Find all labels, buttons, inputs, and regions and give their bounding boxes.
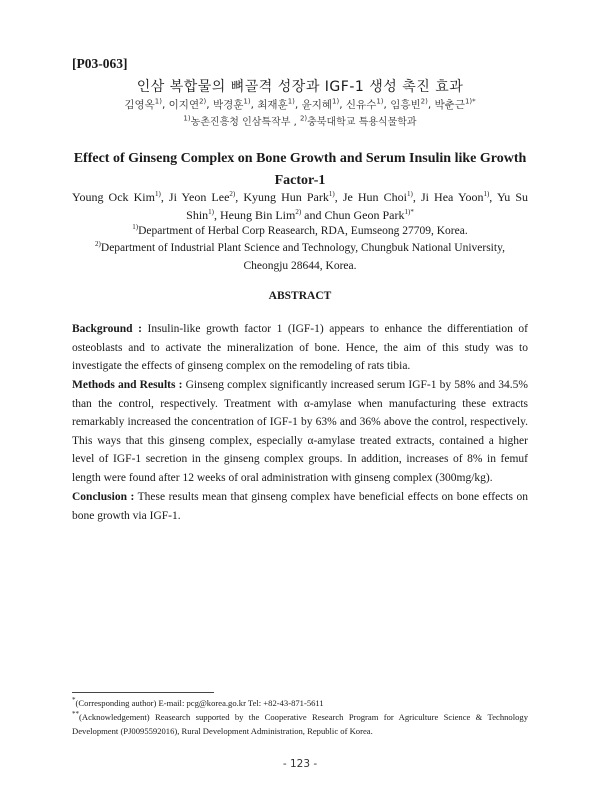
- conclusion-text: These results mean that ginseng complex have beneficial effects on bone effects on bone growth via IGF-1.: [72, 491, 529, 522]
- background-paragraph: [72, 320, 528, 376]
- korean-author-sup: 1): [376, 97, 384, 106]
- english-author-sup: 1): [328, 190, 335, 198]
- english-author: Ji Yeon Lee: [168, 190, 230, 204]
- english-affil-2-text: Department of Industrial Plant Science and Technology, Chungbuk National University, Cheongju 28644, Korea.: [100, 242, 505, 272]
- footnote-corresponding-text: (Corresponding author) E-mail: pcg@korea.go.kr Tel: +82-43-871-5611: [75, 698, 324, 708]
- korean-author: 신유수: [345, 99, 377, 111]
- methods-text: Ginseng complex significantly increased serum IGF-1 by 58% and 34.5% than the control, respectively. Treatment with α-amylase when manufacturing these extracts remarkably increased the concentration of IGF-1 by 63% and 36% above the control, respectively. This ways that this ginseng complex, especially α-amylase treated extracts, contained a higher level of IGF-1 secretion in the ginseng complex groups. In addition, increases of 8% in femuf length were found after 12 weeks of oral administration with ginseng complex (300mg/kg).: [72, 379, 529, 484]
- footnote-mark: **: [72, 710, 79, 719]
- korean-author: 윤지혜: [301, 99, 333, 111]
- english-author: Ji Hea Yoon: [420, 190, 484, 204]
- poster-code: [P03-063]: [72, 56, 128, 71]
- korean-author-sup: 2): [199, 97, 207, 106]
- korean-affil-separator: ,: [290, 117, 300, 128]
- english-authors: Young Ock Kim$^{1)}$, Ji Yeon Lee$^{2)}$, Kyung Hun Park$^{1)}$, Je Hun Choi$^{1)}$, Ji Hea Yoon$^{1)}$, Yu Su Shin$^{1)}$, Heung Bin Lim$^{2)}$ and Chun Geon Park$^{1)*}$: [72, 190, 529, 222]
- english-affiliation-1: [60, 223, 540, 239]
- english-author-sup: 2): [295, 208, 302, 216]
- korean-affil-2: 충북대학교 특용식물학과: [307, 117, 417, 128]
- korean-author-sup: 1): [287, 97, 295, 106]
- english-author: Heung Bin Lim: [220, 208, 296, 222]
- korean-author-sup: 1)*: [464, 97, 476, 106]
- methods-paragraph: [72, 376, 528, 488]
- english-author-sup: 2): [229, 190, 236, 198]
- english-affiliation-2: [72, 239, 528, 275]
- page-number: - 123 -: [282, 758, 318, 770]
- footnote-acknowledgement-text: (Acknowledgement) Reasearch supported by the Cooperative Research Program for Agriculture Science & Technology Development (PJ0095592016), Rural Development Administration, Republic of Korea.: [72, 712, 528, 736]
- abstract-heading: ABSTRACT: [268, 290, 332, 302]
- methods-label: Methods and Results :: [72, 379, 183, 391]
- korean-author: 임흥빈: [390, 99, 421, 111]
- korean-author: 이지연: [168, 99, 200, 111]
- english-author-sup: 1): [208, 208, 214, 216]
- footnote-mark: *: [72, 696, 76, 705]
- english-author-sup: 1): [407, 190, 413, 198]
- footnote-acknowledgement: [72, 711, 528, 738]
- english-author: Je Hun Choi: [342, 190, 407, 204]
- korean-affil-sup: 2): [299, 114, 308, 123]
- footnote-corresponding: [72, 697, 528, 711]
- english-affil-1-text: Department of Herbal Corp Reasearch, RDA, Eumseong 27709, Korea.: [138, 225, 468, 237]
- korean-author: 김영옥: [124, 99, 155, 111]
- background-label: Background :: [72, 323, 142, 335]
- footnote-rule: [72, 692, 214, 693]
- english-author: Yu Su Shin: [186, 190, 529, 222]
- english-author: Chun Geon Park: [324, 208, 405, 222]
- korean-author-sup: 1): [332, 97, 340, 106]
- english-affil-sup: 2): [95, 240, 101, 249]
- korean-title: 인삼 복합물의 뼈골격 성장과 IGF-1 생성 촉진 효과: [136, 79, 464, 95]
- korean-affiliations: [60, 113, 540, 128]
- english-author-sup: 1): [483, 190, 490, 198]
- english-author: Young Ock Kim: [72, 190, 155, 204]
- english-author-sup: 1): [154, 190, 161, 198]
- english-title: Effect of Ginseng Complex on Bone Growth and Serum Insulin like Growth Factor-1: [73, 151, 527, 188]
- background-text: Insulin-like growth factor 1 (IGF-1) appears to enhance the differentiation of osteoblasts and to activate the mineralization of bone. Hence, the aim of this study was to investigate the effects of ginseng complex on the remodeling of rats tibia.: [72, 323, 529, 373]
- korean-author: 박경훈: [212, 99, 244, 111]
- conclusion-label: Conclusion :: [72, 491, 135, 503]
- english-and-word: and: [304, 208, 322, 222]
- english-affil-sup: 1): [132, 223, 139, 232]
- korean-author-sup: 1): [243, 97, 251, 106]
- korean-affil-sup: 1): [183, 114, 191, 123]
- korean-author: 최재훈: [257, 99, 288, 111]
- english-author-sup: 1)*: [404, 208, 414, 216]
- korean-author-sup: 1): [154, 97, 162, 106]
- korean-author: 박춘근: [434, 99, 465, 111]
- korean-author-sup: 2): [420, 97, 428, 106]
- korean-affil-1: 농촌진흥청 인삼특작부: [190, 117, 291, 128]
- korean-authors: 김영옥$^{1)}$, 이지연$^{2)}$, 박경훈$^{1)}$, 최재훈$^{1)}$, 윤지혜$^{1)}$, 신유수$^{1)}$, 임흥빈$^{2)}$, 박춘근$^{1)*}$: [124, 97, 476, 111]
- conclusion-paragraph: [72, 488, 528, 525]
- english-author: Kyung Hun Park: [243, 190, 329, 204]
